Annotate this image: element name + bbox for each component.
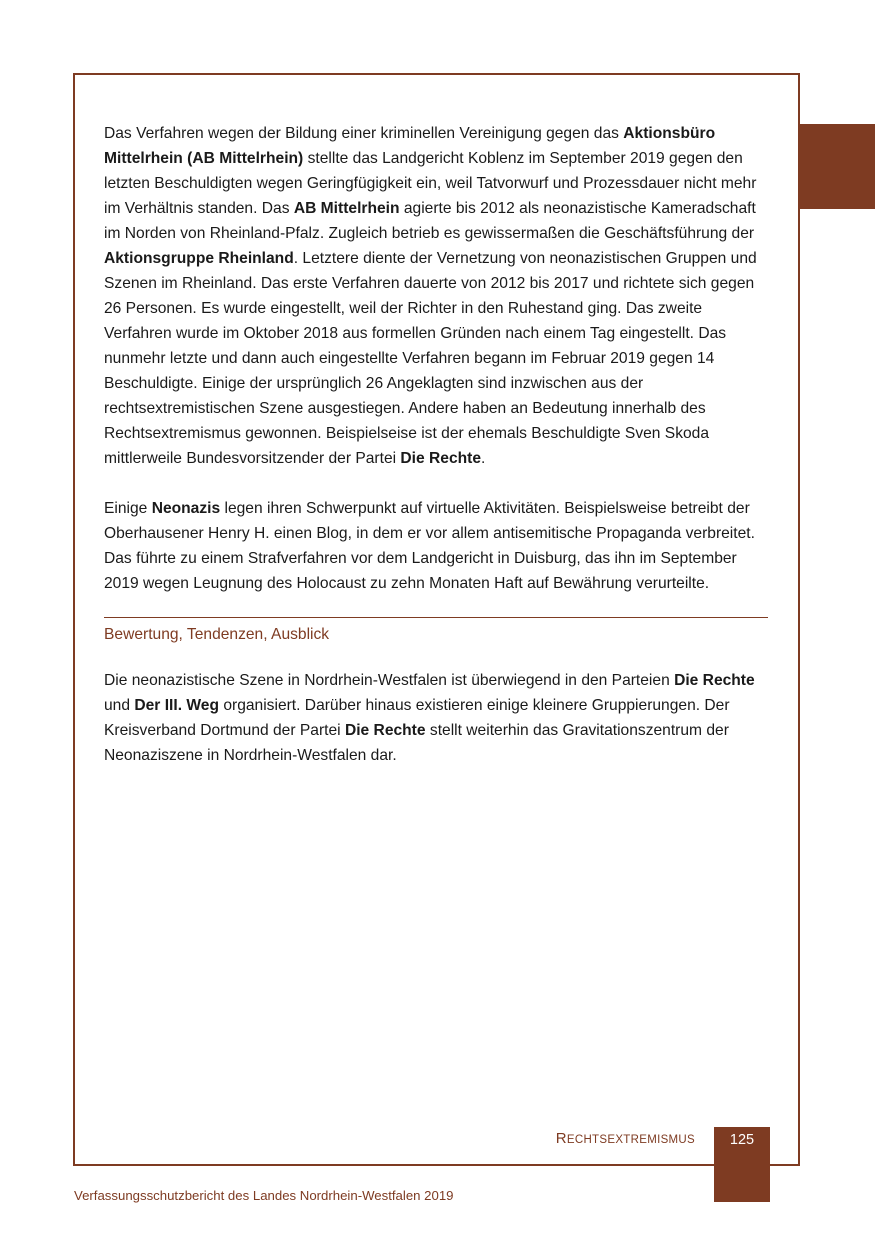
publication-caption: Verfassungsschutzbericht des Landes Nordrhein-Westfalen 2019 — [74, 1188, 454, 1203]
section-divider — [104, 617, 768, 618]
chapter-tab-marker — [799, 124, 875, 209]
bold-term: Die Rechte — [400, 450, 482, 467]
bold-term: Der III. Weg — [134, 697, 219, 714]
section-heading: Bewertung, Tendenzen, Ausblick — [104, 626, 330, 643]
running-footer-section-title: RECHTSEXTREMISMUS — [555, 1130, 695, 1147]
bold-term: AB Mittelrhein — [293, 200, 400, 217]
bold-term: Neonazis — [151, 500, 221, 517]
main-content — [104, 121, 770, 768]
page-number: 125 — [729, 1132, 755, 1148]
bold-term: Aktionsbüro Mittelrhein (AB Mittelrhein) — [104, 125, 716, 167]
paragraph-assessment: Die neonazistische Szene in Nordrhein-Westfalen ist überwiegend in den Parteien Die Rechte und Der III. Weg organisiert. Darüber hinaus existieren einige kleinere Gruppierungen. Der Kreisverband Dortmund der Partei Die Rechte stellt weiterhin das Gravitationszentrum der Neonaziszene in Nordrhein-Westfalen dar. — [104, 672, 755, 764]
bold-term: Die Rechte — [674, 672, 755, 689]
paragraph-virtual-activities: Einige Neonazis legen ihren Schwerpunkt auf virtuelle Aktivitäten. Beispielsweise betreibt der Oberhausener Henry H. einen Blog, in dem er vor allem antisemitische Propaganda verbreitet. Das führte zu einem Strafverfahren vor dem Landgericht in Duisburg, das ihn im September 2019 wegen Leugnung des Holocaust zu zehn Monaten Haft auf Bewährung verurteilte. — [104, 500, 755, 592]
bold-term: Aktionsgruppe Rheinland — [104, 250, 294, 267]
paragraph-ab-mittelrhein: Das Verfahren wegen der Bildung einer kriminellen Vereinigung gegen das Aktionsbüro Mittelrhein (AB Mittelrhein) stellte das Landgericht Koblenz im September 2019 gegen den letzten Beschuldigten wegen Geringfügigkeit ein, weil Tatvorwurf und Prozessdauer nicht mehr im Verhältnis standen. Das AB Mittelrhein agierte bis 2012 als neonazistische Kameradschaft im Norden von Rheinland-Pfalz. Zugleich betrieb es gewissermaßen die Geschäftsführung der Aktionsgruppe Rheinland. Letztere diente der Vernetzung von neonazistischen Gruppen und Szenen im Rheinland. Das erste Verfahren dauerte von 2012 bis 2017 und richtete sich gegen 26 Personen. Es wurde eingestellt, weil der Richter in den Ruhestand ging. Das zweite Verfahren wurde im Oktober 2018 aus formellen Gründen nach einem Tag eingestellt. Das nunmehr letzte und dann auch eingestellte Verfahren begann im Februar 2019 gegen 14 Beschuldigte. Einige der ursprünglich 26 Angeklagten sind inzwischen aus der rechtsextremistischen Szene ausgestiegen. Andere haben an Bedeutung innerhalb des Rechtsextremismus gewonnen. Beispielseise ist der ehemals Beschuldigte Sven Skoda mittlerweile Bundesvorsitzender der Partei Die Rechte. — [104, 125, 757, 467]
bold-term: Die Rechte — [344, 722, 426, 739]
